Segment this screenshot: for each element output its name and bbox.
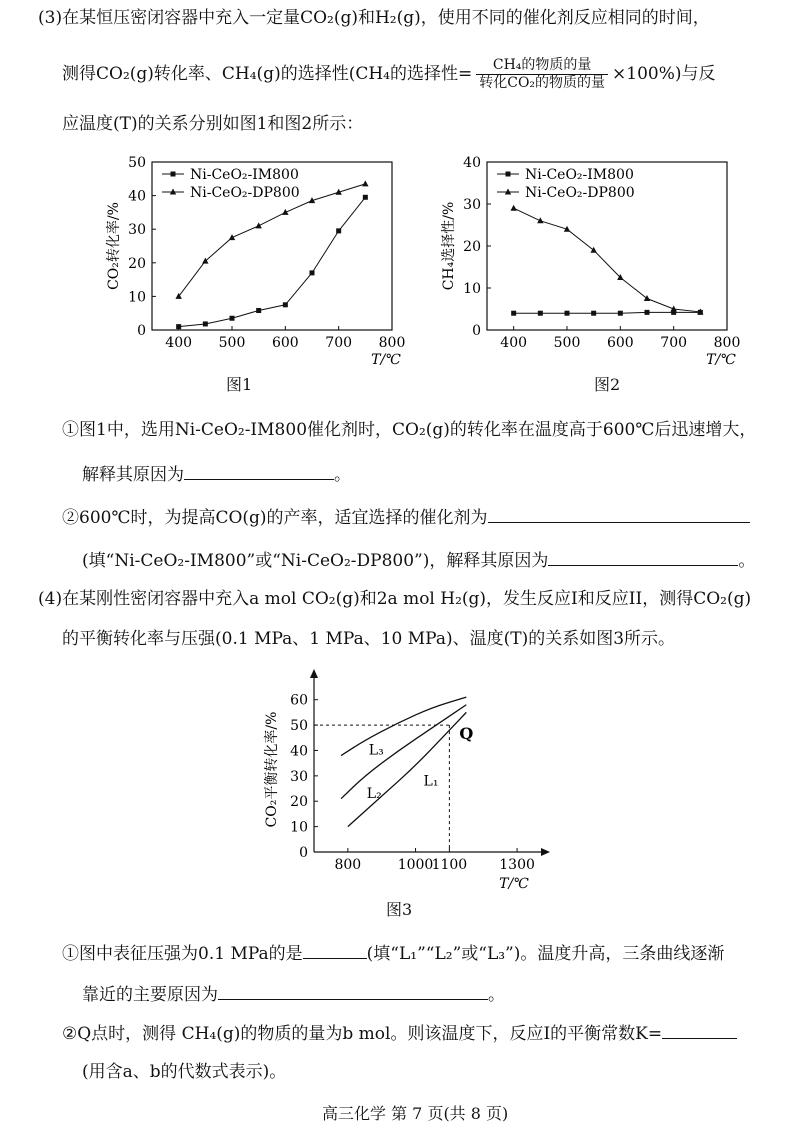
fig2-point-square: [591, 311, 596, 316]
figure-2-caption: 图2: [594, 375, 621, 394]
fig3-point-q-label: Q: [459, 724, 474, 744]
q3-sub1-end: 。: [334, 465, 351, 485]
fig2-point-square: [645, 310, 650, 315]
q4-sub2-line-b: (用含a、b的代数式表示)。: [82, 1062, 287, 1082]
fig3-curve-label-1: L₃: [368, 742, 384, 759]
fig3-y-tick-label: 50: [290, 718, 308, 735]
fig2-legend-label-1: Ni-CeO₂-IM800: [525, 167, 634, 183]
fig2-x-tick-label: 800: [713, 335, 741, 351]
fraction-numerator: CH₄的物质的量: [476, 57, 608, 75]
fig2-y-tick-label: 20: [463, 239, 481, 255]
fig3-y-tick-label: 60: [290, 692, 308, 709]
fig1-x-tick-label: 800: [378, 335, 406, 351]
fig2-y-tick-label: 10: [463, 281, 481, 297]
fig3-x-axis-arrow: [541, 848, 550, 856]
fig2-point-square: [538, 311, 543, 316]
fig1-point-triangle: [362, 180, 368, 186]
q4-sub2-prompt: ②Q点时，测得 CH₄(g)的物质的量为b mol。则该温度下，反应I的平衡常数K=: [62, 1024, 663, 1044]
q4-sub2-line-a: [62, 1021, 737, 1046]
q4-sub1-fill-note: (填“L₁”“L₂”或“L₃”)。温度升高，三条曲线逐渐: [366, 944, 725, 964]
fig2-y-tick-label: 40: [463, 155, 481, 171]
fig1-point-square: [336, 228, 341, 233]
fig2-point-triangle: [537, 217, 543, 223]
fig1-point-triangle: [255, 222, 261, 228]
q3-line2-pre: 测得CO₂(g)转化率、CH₄(g)的选择性(CH₄的选择性=: [62, 64, 473, 84]
fig3-curve-label-3: L₁: [423, 773, 439, 790]
fig2-x-tick-label: 500: [553, 335, 581, 351]
fig3-y-tick-label: 20: [290, 794, 308, 811]
fig2-point-triangle: [644, 295, 650, 301]
fig1-x-tick-label: 700: [325, 335, 353, 351]
fig2-point-triangle: [590, 247, 596, 253]
q4-line1: (4)在某刚性密闭容器中充入a mol CO₂(g)和2a mol H₂(g)，发生反应I和反应II，测得CO₂(g): [38, 589, 752, 609]
fig3-y-tick-label: 0: [299, 845, 308, 861]
fig1-y-axis-label: CO₂转化率/%: [106, 202, 122, 290]
fig1-legend-label-2: Ni-CeO₂-DP800: [190, 185, 300, 201]
fig1-point-square: [256, 308, 261, 313]
fig2-x-axis-label: T/℃: [706, 352, 736, 368]
q3-sub1-prompt: 解释其原因为: [82, 465, 184, 485]
fig1-y-tick-label: 20: [128, 255, 146, 272]
fig2-point-square: [511, 311, 516, 316]
fig1-point-square: [230, 316, 235, 321]
figure-1-caption: 图1: [226, 375, 253, 394]
fig3-y-axis-arrow: [310, 669, 318, 678]
fig3-x-tick-label: 1300: [499, 857, 535, 873]
fig1-y-tick-label: 0: [137, 323, 146, 339]
fig1-x-axis-label: T/℃: [371, 352, 401, 368]
fig3-x-axis-label: T/℃: [499, 876, 529, 892]
fig2-point-triangle: [510, 205, 516, 211]
fig2-legend-marker-square: [506, 172, 511, 177]
fig1-y-tick-label: 10: [128, 289, 146, 306]
answer-blank-3-1[interactable]: [184, 462, 334, 480]
q3-sub1-line-b: [82, 462, 351, 487]
fig3-curve-3: [348, 712, 466, 826]
answer-blank-4-2[interactable]: [662, 1021, 737, 1039]
fig1-y-tick-label: 50: [128, 155, 146, 171]
q3-line2: [62, 57, 716, 92]
fig1-point-square: [283, 302, 288, 307]
page-footer: 高三化学 第 7 页(共 8 页): [322, 1104, 509, 1123]
fig3-y-tick-label: 40: [290, 743, 308, 760]
fig2-y-tick-label: 0: [472, 323, 481, 339]
fig1-y-tick-label: 30: [128, 222, 146, 239]
fig3-x-tick-label: 1100: [431, 857, 468, 873]
fig1-point-square: [203, 321, 208, 326]
fig1-legend-label-1: Ni-CeO₂-IM800: [190, 167, 299, 183]
fig1-x-tick-label: 600: [271, 335, 299, 351]
q3-sub2-fill-note: (填“Ni-CeO₂-IM800”或“Ni-CeO₂-DP800”)，解释其原因为: [82, 551, 549, 571]
fig2-y-axis-label: CH₄选择性/%: [441, 201, 457, 291]
q4-sub1-line-a: [62, 941, 724, 966]
fig1-y-tick-label: 40: [128, 188, 146, 205]
q4-sub1-prompt: ①图中表征压强为0.1 MPa的是: [62, 944, 303, 964]
answer-blank-4-1a[interactable]: [303, 941, 367, 959]
fig1-point-square: [176, 324, 181, 329]
answer-blank-3-2a[interactable]: [488, 505, 750, 523]
fig1-x-tick-label: 500: [218, 335, 246, 351]
fig1-point-square: [310, 270, 315, 275]
q3-sub1-line-a: ①图1中，选用Ni-CeO₂-IM800催化剂时，CO₂(g)的转化率在温度高于600℃后迅速增大，: [62, 420, 757, 440]
fig2-x-tick-label: 700: [660, 335, 688, 351]
fig2-x-tick-label: 600: [606, 335, 634, 351]
fig1-point-square: [363, 195, 368, 200]
fig2-series-line-2: [514, 208, 701, 312]
q4-sub1-end: 。: [488, 985, 505, 1005]
q3-line3: 应温度(T)的关系分别如图1和图2所示：: [62, 114, 364, 134]
q4-line2: 的平衡转化率与压强(0.1 MPa、1 MPa、10 MPa)、温度(T)的关系如图3所示。: [62, 629, 676, 649]
q3-sub2-line-a: [62, 505, 750, 530]
answer-blank-3-2b[interactable]: [548, 548, 738, 566]
selectivity-fraction: [476, 57, 608, 92]
figure-3-caption: 图3: [386, 900, 413, 919]
figure-1-chart: [100, 150, 420, 370]
fig1-x-tick-label: 400: [165, 335, 193, 351]
q4-sub1-reason-prompt: 靠近的主要原因为: [82, 985, 218, 1005]
fig2-legend-label-2: Ni-CeO₂-DP800: [525, 185, 635, 201]
figure-3-chart: [262, 665, 562, 895]
answer-blank-4-1b[interactable]: [218, 982, 488, 1000]
q4-sub1-line-b: [82, 982, 505, 1007]
q3-line2-post: ×100%)与反: [612, 64, 716, 84]
fig2-point-square: [565, 311, 570, 316]
fig1-legend-marker-square: [171, 172, 176, 177]
fig3-curve-2: [341, 705, 466, 799]
figure-2-chart: [435, 150, 755, 370]
fraction-denominator: 转化CO₂的物质的量: [479, 75, 606, 91]
fig2-y-tick-label: 30: [463, 197, 481, 213]
q3-sub2-end: 。: [738, 551, 756, 571]
fig3-y-axis-label: CO₂平衡转化率/%: [264, 711, 280, 828]
q3-line1: (3)在某恒压密闭容器中充入一定量CO₂(g)和H₂(g)，使用不同的催化剂反应相同的时间，: [38, 8, 710, 28]
fig2-x-tick-label: 400: [500, 335, 528, 351]
q3-sub2-prompt: ②600℃时，为提高CO(g)的产率，适宜选择的催化剂为: [62, 508, 488, 528]
q3-sub2-line-b: [82, 548, 755, 573]
fig3-y-tick-label: 30: [290, 768, 308, 785]
fig3-curve-label-2: L₂: [366, 785, 382, 802]
fig3-y-tick-label: 10: [290, 819, 308, 836]
fig3-x-tick-label: 1000: [397, 857, 434, 873]
fig2-point-square: [618, 311, 623, 316]
fig3-x-tick-label: 800: [334, 857, 362, 873]
